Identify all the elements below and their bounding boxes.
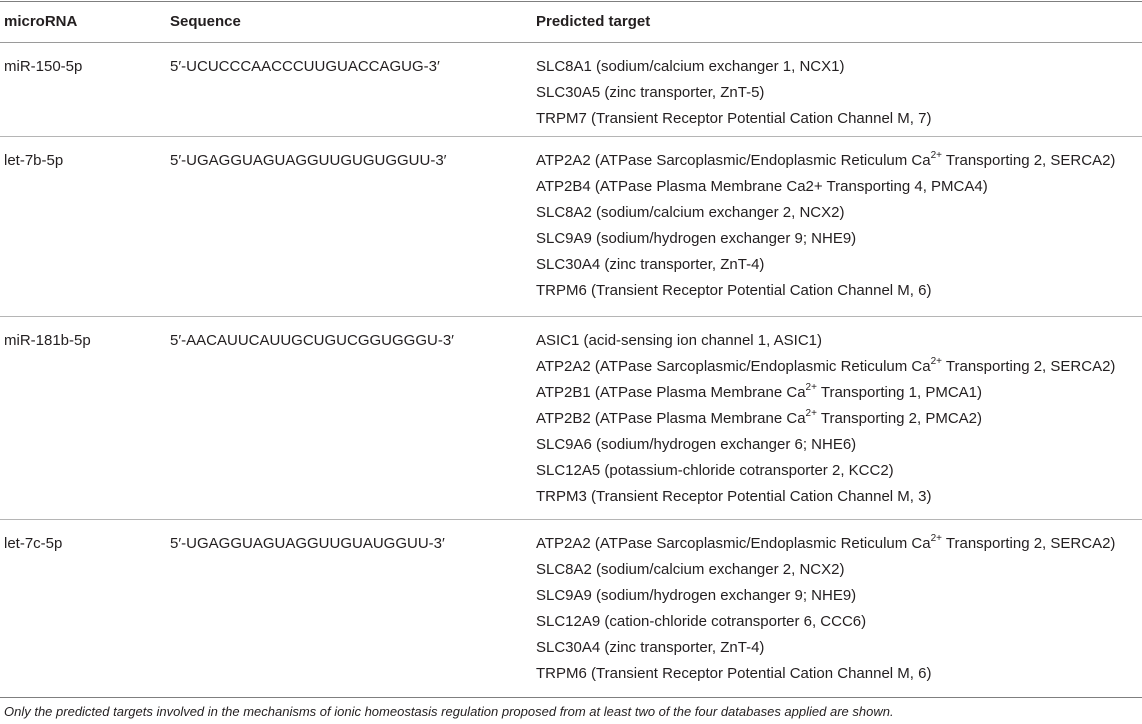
- target-item: [536, 557, 1115, 583]
- target-text: ATP2A2 (ATPase Sarcoplasmic/Endoplasmic Reticulum Ca: [536, 358, 931, 375]
- table-row: [0, 317, 1142, 520]
- header-mirna: microRNA: [4, 13, 78, 30]
- target-text: SLC12A9 (cation-chloride cotransporter 6, CCC6): [536, 613, 867, 630]
- target-item: [536, 661, 1115, 687]
- target-list: [536, 148, 1115, 304]
- target-item: [536, 200, 1115, 226]
- sequence-cell: 5′-UGAGGUAGUAGGUUGUGUGGUU-3′: [170, 152, 447, 169]
- mirna-cell: miR-181b-5p: [4, 332, 91, 349]
- target-text: TRPM6 (Transient Receptor Potential Cation Channel M, 6): [536, 665, 932, 682]
- target-item: [536, 328, 1115, 354]
- target-text: TRPM6 (Transient Receptor Potential Cation Channel M, 6): [536, 282, 932, 299]
- target-item: [536, 583, 1115, 609]
- target-text: ATP2B4 (ATPase Plasma Membrane Ca2+ Transporting 4, PMCA4): [536, 178, 988, 195]
- target-text-suffix: Transporting 2, PMCA2): [816, 410, 983, 427]
- charge-superscript: 2+: [805, 408, 817, 419]
- target-text: ATP2A2 (ATPase Sarcoplasmic/Endoplasmic Reticulum Ca: [536, 535, 931, 552]
- sequence-cell: 5′-UGAGGUAGUAGGUUGUAUGGUU-3′: [170, 535, 445, 552]
- target-item: [536, 380, 1115, 406]
- target-text-suffix: Transporting 2, SERCA2): [942, 535, 1116, 552]
- target-text: SLC30A4 (zinc transporter, ZnT-4): [536, 639, 765, 656]
- target-text: TRPM3 (Transient Receptor Potential Cation Channel M, 3): [536, 488, 932, 505]
- data-table: [0, 1, 1142, 698]
- target-text: SLC30A4 (zinc transporter, ZnT-4): [536, 256, 765, 273]
- target-text: ASIC1 (acid-sensing ion channel 1, ASIC1): [536, 332, 822, 349]
- charge-superscript: 2+: [930, 356, 942, 367]
- table-row: [0, 137, 1142, 317]
- target-item: [536, 354, 1115, 380]
- sequence-cell: 5′-AACAUUCAUUGCUGUCGGUGGGU-3′: [170, 332, 454, 349]
- target-item: [536, 252, 1115, 278]
- target-list: [536, 328, 1115, 510]
- table-footnote: Only the predicted targets involved in the mechanisms of ionic homeostasis regulation proposed from at least two of the four databases applied are shown.: [4, 704, 894, 719]
- target-text-suffix: Transporting 2, SERCA2): [942, 152, 1116, 169]
- target-item: [536, 54, 931, 80]
- target-item: [536, 458, 1115, 484]
- target-item: [536, 106, 931, 132]
- target-text-suffix: Transporting 2, SERCA2): [942, 358, 1116, 375]
- mirna-cell: let-7c-5p: [4, 535, 63, 552]
- table-header-row: [0, 1, 1142, 43]
- target-item: [536, 432, 1115, 458]
- target-item: [536, 635, 1115, 661]
- charge-superscript: 2+: [930, 150, 942, 161]
- sequence-cell: 5′-UCUCCCAACCCUUGUACCAGUG-3′: [170, 58, 440, 75]
- mirna-cell: miR-150-5p: [4, 58, 83, 75]
- charge-superscript: 2+: [805, 382, 817, 393]
- target-text: SLC9A9 (sodium/hydrogen exchanger 9; NHE9): [536, 587, 857, 604]
- target-item: [536, 80, 931, 106]
- target-item: [536, 531, 1115, 557]
- target-text: SLC8A2 (sodium/calcium exchanger 2, NCX2): [536, 561, 845, 578]
- charge-superscript: 2+: [930, 533, 942, 544]
- target-item: [536, 174, 1115, 200]
- header-sequence: Sequence: [170, 13, 241, 30]
- target-text-suffix: Transporting 1, PMCA1): [816, 384, 983, 401]
- target-text: TRPM7 (Transient Receptor Potential Cation Channel M, 7): [536, 110, 932, 127]
- target-text: SLC8A2 (sodium/calcium exchanger 2, NCX2): [536, 204, 845, 221]
- header-predicted-target: Predicted target: [536, 13, 651, 30]
- target-item: [536, 148, 1115, 174]
- target-text: ATP2B2 (ATPase Plasma Membrane Ca: [536, 410, 806, 427]
- mirna-cell: let-7b-5p: [4, 152, 64, 169]
- target-text: ATP2B1 (ATPase Plasma Membrane Ca: [536, 384, 806, 401]
- target-text: ATP2A2 (ATPase Sarcoplasmic/Endoplasmic Reticulum Ca: [536, 152, 931, 169]
- target-text: SLC8A1 (sodium/calcium exchanger 1, NCX1): [536, 58, 845, 75]
- target-item: [536, 609, 1115, 635]
- target-item: [536, 278, 1115, 304]
- table-row: [0, 43, 1142, 137]
- target-text: SLC9A6 (sodium/hydrogen exchanger 6; NHE6): [536, 436, 857, 453]
- table-row: [0, 520, 1142, 698]
- target-item: [536, 406, 1115, 432]
- target-list: [536, 54, 931, 132]
- target-item: [536, 226, 1115, 252]
- target-list: [536, 531, 1115, 687]
- target-text: SLC30A5 (zinc transporter, ZnT-5): [536, 84, 765, 101]
- target-item: [536, 484, 1115, 510]
- target-text: SLC12A5 (potassium-chloride cotransporter 2, KCC2): [536, 462, 894, 479]
- target-text: SLC9A9 (sodium/hydrogen exchanger 9; NHE9): [536, 230, 857, 247]
